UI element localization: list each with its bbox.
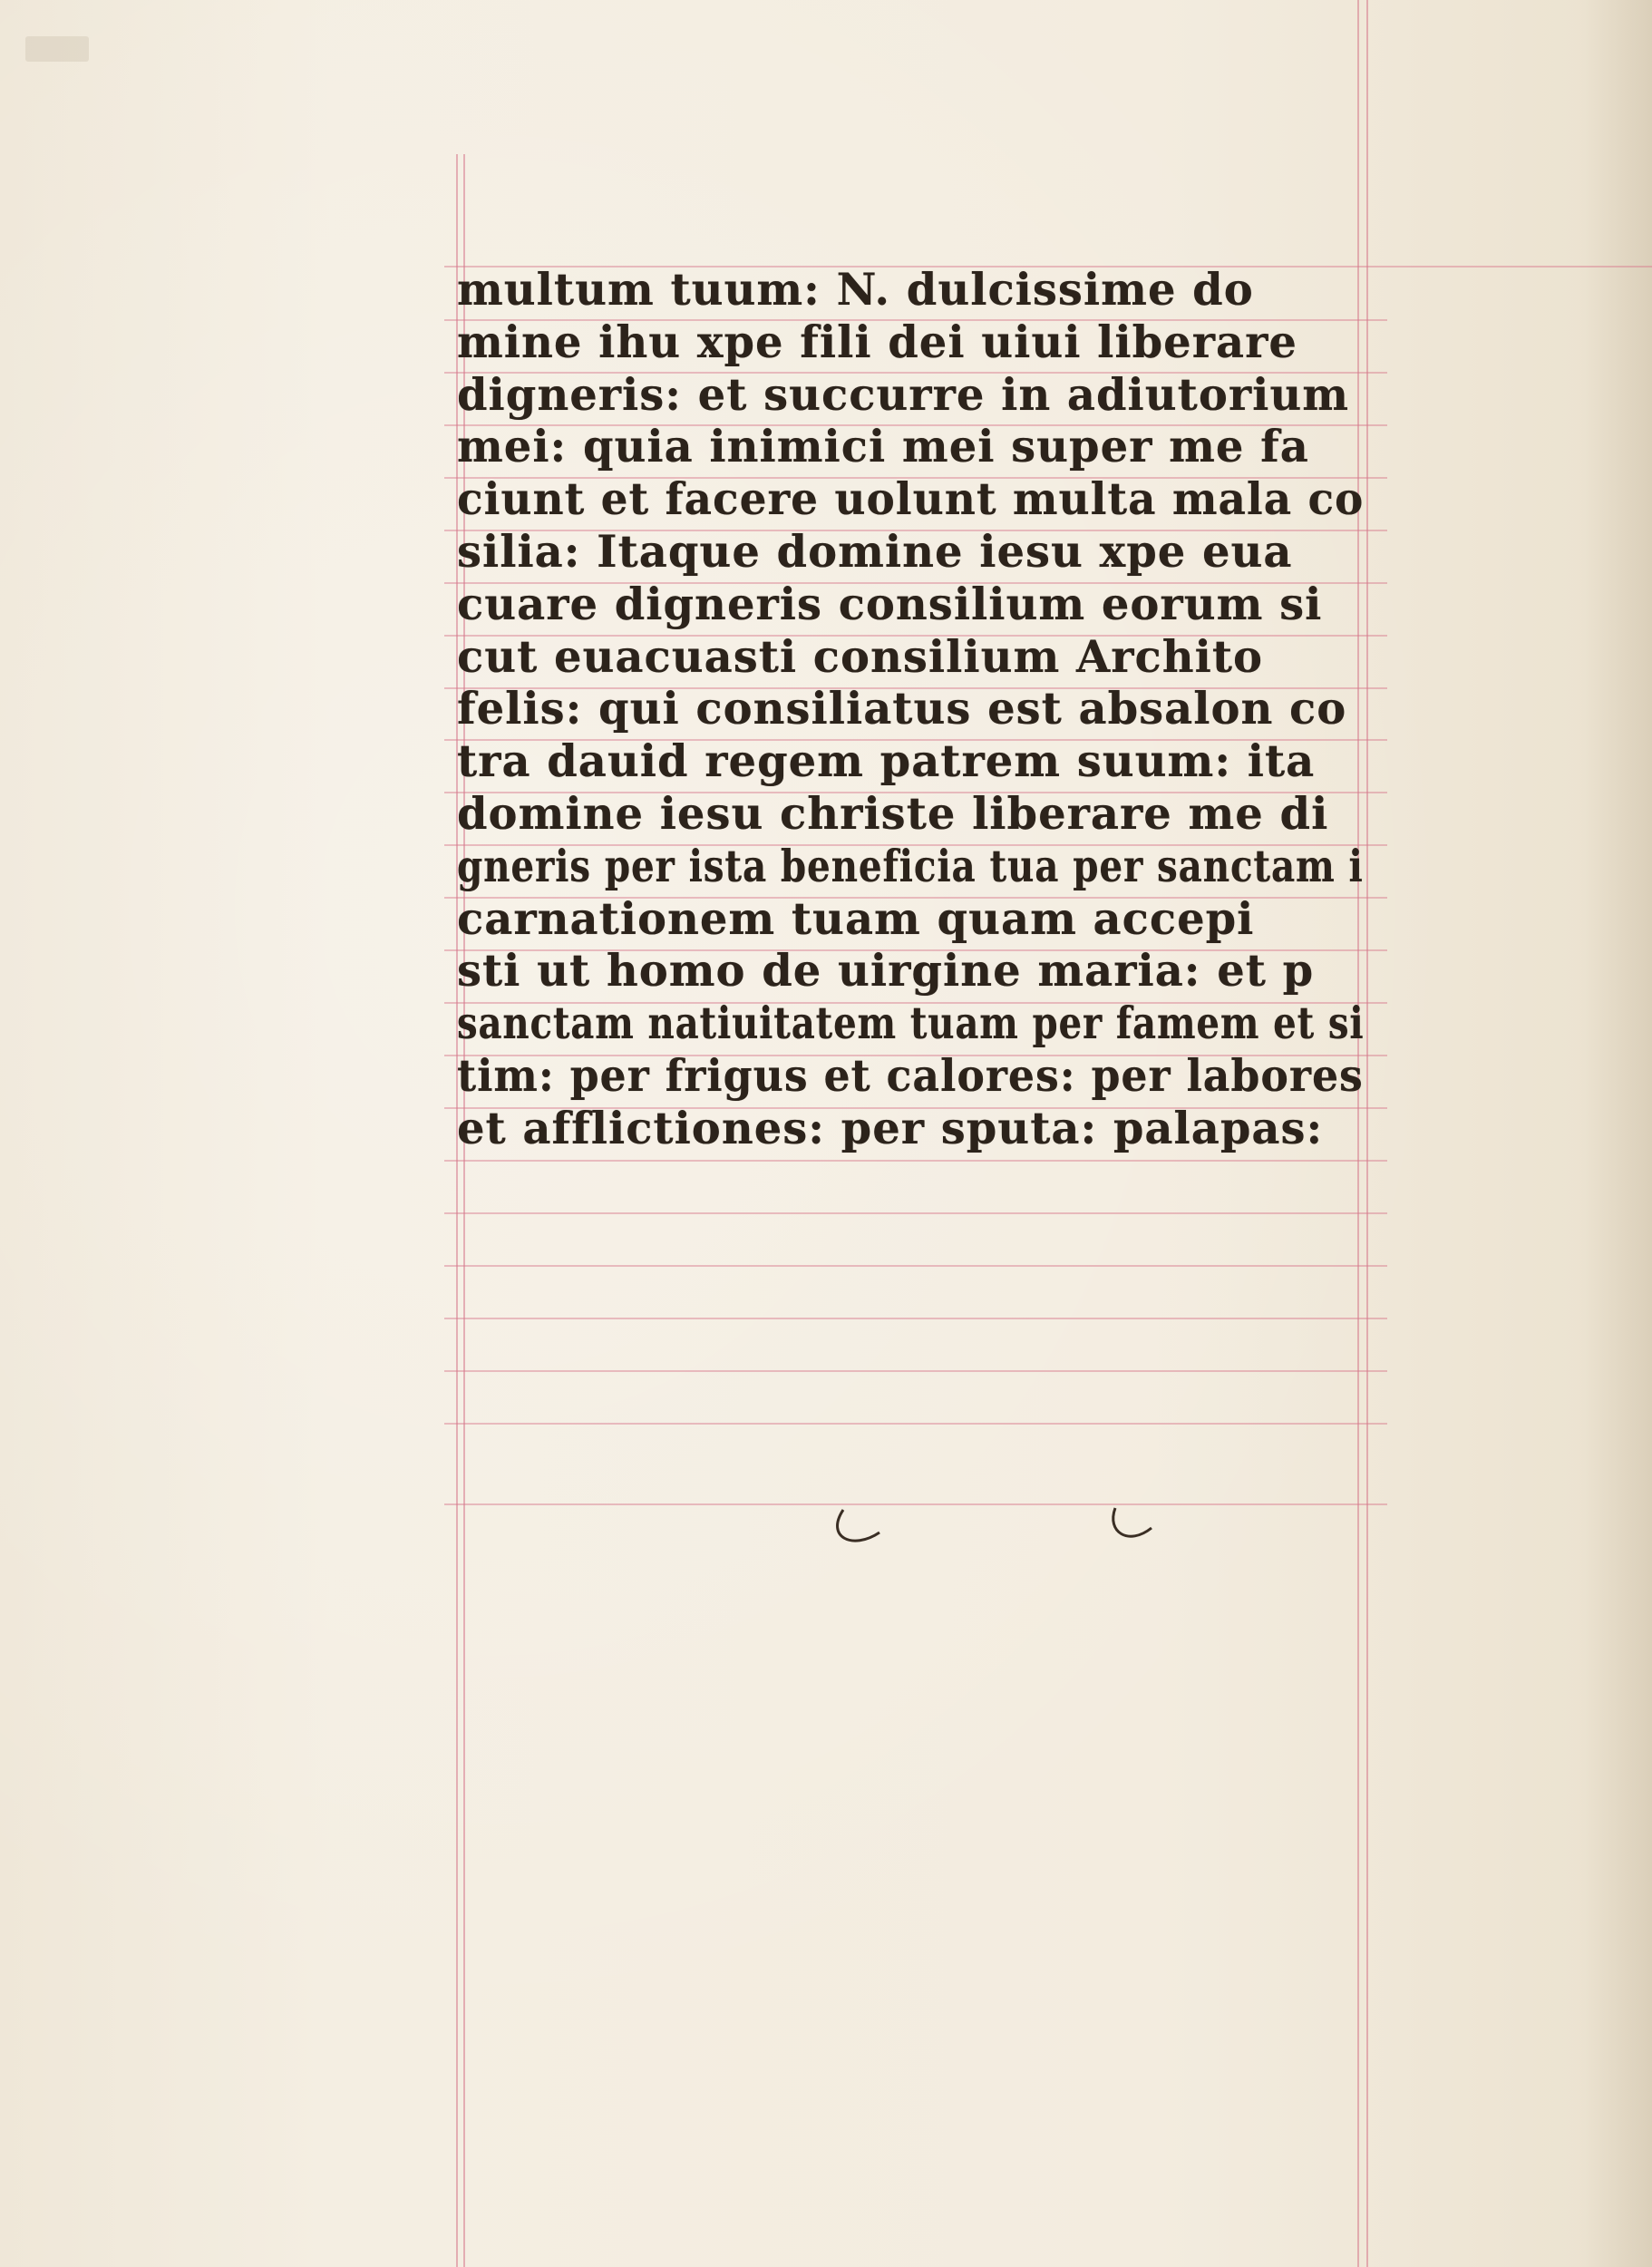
text-line: cut euacuasti consilium Archito xyxy=(457,629,1263,683)
text-line: mei: quia inimici mei super me fa xyxy=(457,420,1309,473)
text-line: gneris per ista beneficia tua per sanctam i xyxy=(457,839,1364,892)
binding-gutter-shadow xyxy=(1578,0,1652,2267)
text-line: et afflictiones: per sputa: palapas: xyxy=(457,1101,1324,1154)
descender-flourish xyxy=(816,1501,1179,1564)
text-line: digneris: et succurre in adiutorium xyxy=(457,367,1350,421)
text-line: carnationem tuam quam accepi xyxy=(457,891,1255,945)
text-line: cuare digneris consilium eorum si xyxy=(457,577,1323,630)
ruling-line xyxy=(444,1370,1387,1372)
text-line: silia: Itaque domine iesu xpe eua xyxy=(457,524,1293,578)
ruling-line xyxy=(444,1160,1387,1162)
corner-mark xyxy=(25,36,89,62)
ruling-line xyxy=(444,1318,1387,1319)
ruling-line xyxy=(444,1423,1387,1425)
text-line: sti ut homo de uirgine maria: et p xyxy=(457,944,1315,997)
text-line: felis: qui consiliatus est absalon co xyxy=(457,682,1347,735)
text-line: multum tuum: N. dulcissime do xyxy=(457,263,1254,316)
text-block xyxy=(457,261,1382,1153)
text-line: tim: per frigus et calores: per labores xyxy=(457,1048,1364,1102)
text-line: tra dauid regem patrem suum: ita xyxy=(457,735,1316,788)
text-line: ciunt et facere uolunt multa mala co xyxy=(457,472,1365,526)
ruling-line xyxy=(444,1265,1387,1267)
ruling-line xyxy=(444,1212,1387,1214)
text-line: mine ihu xpe fili dei uiui liberare xyxy=(457,315,1297,368)
text-line: domine iesu christe liberare me di xyxy=(457,786,1329,840)
text-line: sanctam natiuitatem tuam per famem et si xyxy=(457,997,1365,1050)
